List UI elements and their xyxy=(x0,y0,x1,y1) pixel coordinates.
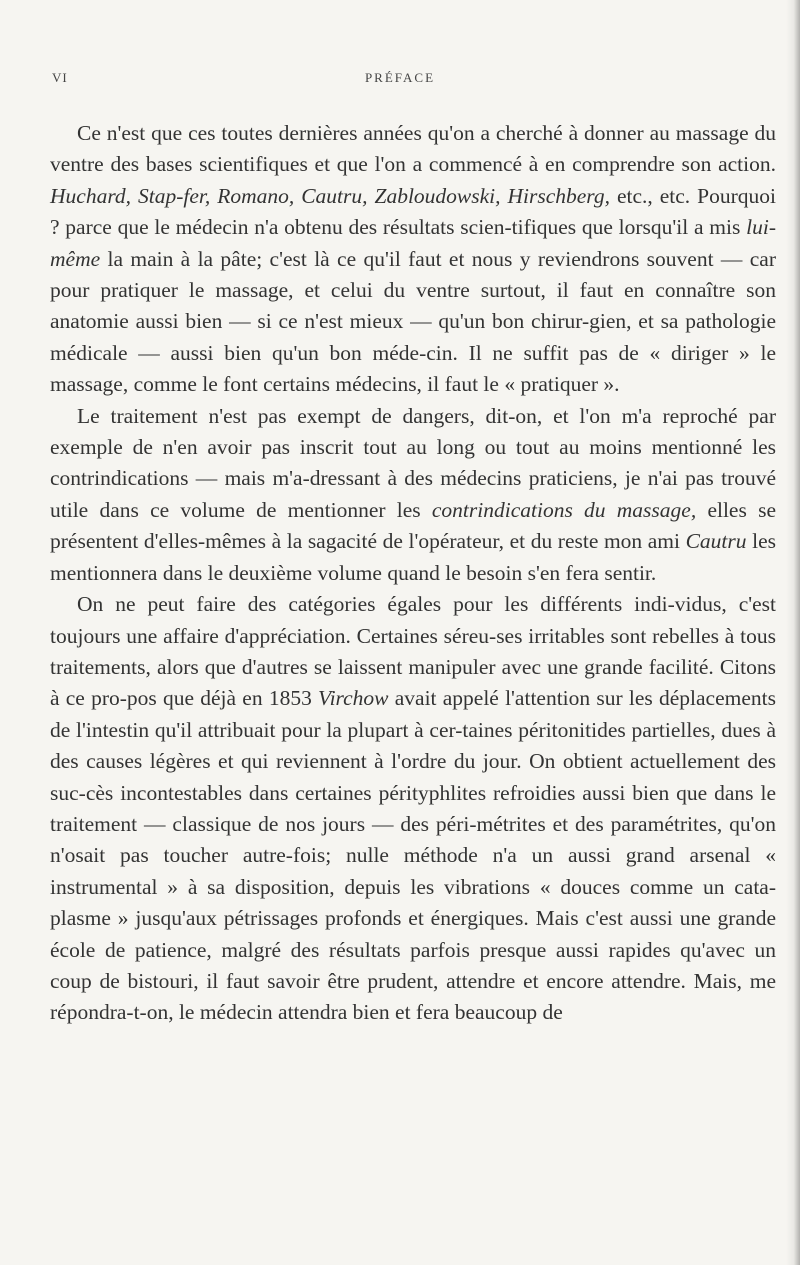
paragraph-text: Ce n'est que ces toutes dernières années qu'on a cherché à donner au massage du ventre des bases scientifiques et que l'on a commencé à en comprendre son action. xyxy=(50,121,776,177)
paragraph-text: On ne peut faire des catégories égales pour les différents indi-vidus, c'est toujours une affaire d'appréciation. Certaines séreu-ses irritables sont rebelles à tous traitements, alors que d'autres se laissent manipuler avec une grande facilité. Citons à ce pro-pos que déjà en 1853 xyxy=(50,592,776,711)
author-name-virchow: Virchow xyxy=(318,686,389,711)
running-title: PRÉFACE xyxy=(364,70,436,85)
paragraph-text: etc., etc. Pourquoi ? parce que le médecin n'a obtenu des résultats scien-tifiques que lorsqu'il a mis xyxy=(50,183,776,240)
paragraph-3 xyxy=(50,589,776,1029)
emphasis-contrindications: contrindications du massage, xyxy=(431,497,697,522)
page-number: VI xyxy=(52,70,68,85)
page-edge-shadow xyxy=(786,0,800,1265)
body-text xyxy=(50,118,776,1029)
paragraph-text: elles se présentent d'elles-mêmes à la sagacité de l'opérateur, et du reste mon ami xyxy=(50,497,776,554)
author-name-cautru: Cautru xyxy=(685,529,747,554)
paragraph-text: avait appelé l'attention sur les déplacements de l'intestin qu'il attribuait pour la plupart à cer-taines péritonitides partielles, dues à des causes légères et qui reviennent à l'ordre du jour. On obtient actuellement des suc-cès incontestables dans certaines pérityphlites refroidies aussi bien que dans le traitement — classique de nos jours — des péri-métrites et des paramétrites, qu'on n'osait pas toucher autre-fois; nulle méthode n'a un aussi grand arsenal « instrumental » à sa disposition, depuis les vibrations « douces comme un cata-plasme » jusqu'aux pétrissages profonds et énergiques. Mais c'est aussi une grande école de patience, malgré des résultats parfois presque aussi rapides qu'avec un coup de bistouri, il faut savoir être prudent, attendre et encore attendre. Mais, me répondra-t-on, le médecin attendra bien et fera beaucoup de xyxy=(50,686,776,1025)
paragraph-1 xyxy=(50,118,776,401)
author-names: Huchard, Stap-fer, Romano, Cautru, Zabloudowski, Hirschberg, xyxy=(50,183,610,208)
paragraph-text: les mentionnera dans le deuxième volume quand le besoin s'en fera sentir. xyxy=(50,529,776,585)
paragraph-text: la main à la pâte; c'est là ce qu'il faut et nous y reviendrons souvent — car pour pratiquer le massage, et celui du ventre surtout, il faut en connaître son anatomie aussi bien — si ce n'est mieux — qu'un bon chirur-gien, et sa pathologie médicale — aussi bien qu'un bon méde-cin. Il ne suffit pas de « diriger » le massage, comme le font certains médecins, il faut le « pratiquer ». xyxy=(50,246,776,397)
emphasis-lui-meme: lui-même xyxy=(50,215,776,271)
paragraph-2 xyxy=(50,401,776,589)
paragraph-text: Le traitement n'est pas exempt de dangers, dit-on, et l'on m'a reproché par exemple de n'en avoir pas inscrit tout au long ou tout au moins mentionné les contrindications — mais m'a-dressant à des médecins praticiens, je n'ai pas trouvé utile dans ce volume de mentionner les xyxy=(50,403,776,522)
